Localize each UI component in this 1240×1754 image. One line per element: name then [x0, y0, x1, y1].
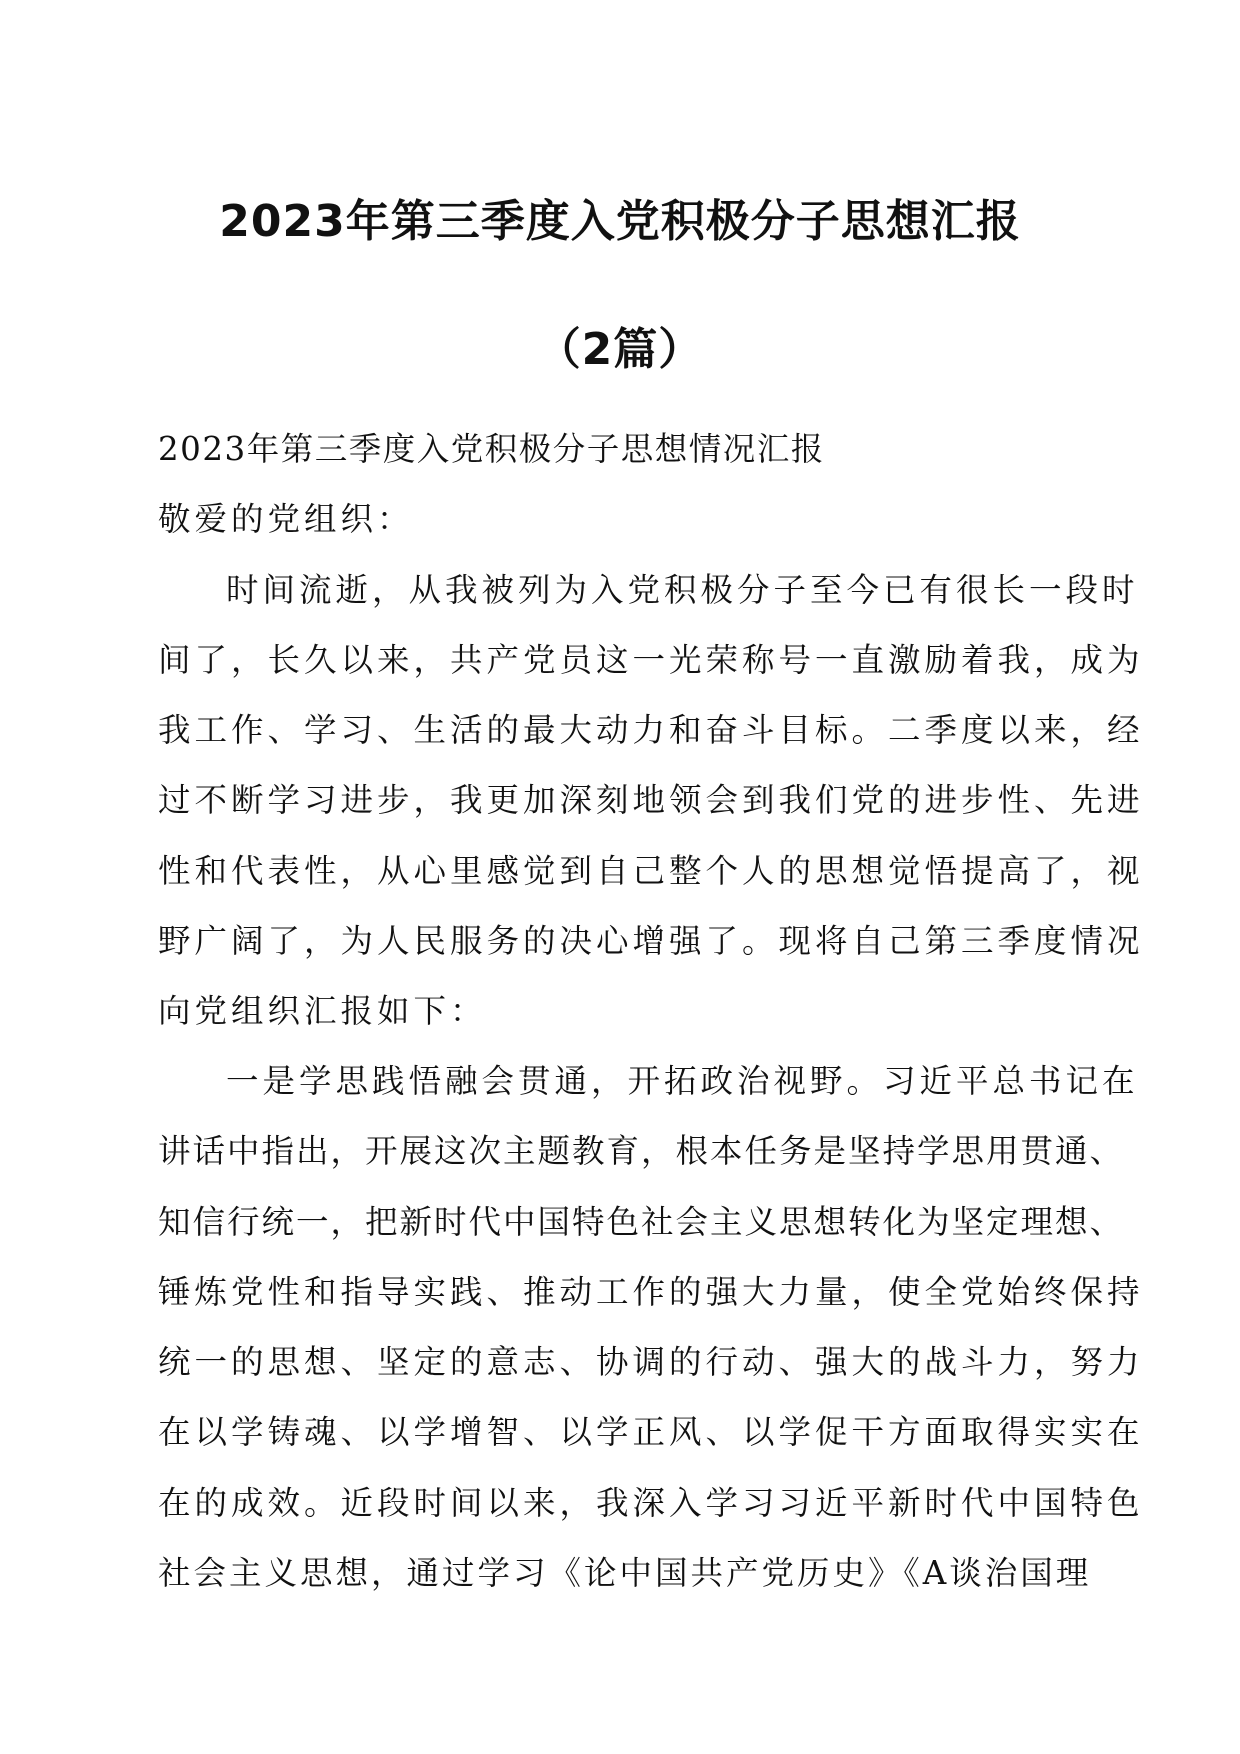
paragraph-line: 锤炼党性和指导实践、推动工作的强大力量，使全党始终保持	[158, 1273, 1144, 1311]
paragraph-line: 我工作、学习、生活的最大动力和奋斗目标。二季度以来，经	[158, 711, 1144, 749]
salutation: 敬爱的党组织：	[158, 500, 414, 538]
paragraph-line: 间了，长久以来，共产党员这一光荣称号一直激励着我，成为	[158, 641, 1144, 679]
paragraph-line: 社会主义思想，通过学习《论中国共产党历史》《A谈治国理	[158, 1554, 1092, 1592]
section-heading: 2023年第三季度入党积极分子思想情况汇报	[158, 430, 825, 468]
paragraph-line: 向党组织汇报如下：	[158, 992, 487, 1030]
paragraph-line: 一是学思践悟融会贯通，开拓政治视野。习近平总书记在	[226, 1062, 1139, 1100]
document-subtitle: （2篇）	[536, 324, 704, 375]
paragraph-line: 过不断学习进步，我更加深刻地领会到我们党的进步性、先进	[158, 781, 1144, 819]
paragraph-line: 统一的思想、坚定的意志、协调的行动、强大的战斗力，努力	[158, 1343, 1144, 1381]
paragraph-line: 知信行统一，把新时代中国特色社会主义思想转化为坚定理想、	[158, 1203, 1125, 1241]
paragraph-line: 时间流逝，从我被列为入党积极分子至今已有很长一段时	[226, 571, 1139, 609]
paragraph-line: 在以学铸魂、以学增智、以学正风、以学促干方面取得实实在	[158, 1413, 1144, 1451]
paragraph-line: 性和代表性，从心里感觉到自己整个人的思想觉悟提高了，视	[158, 852, 1144, 890]
document-title: 2023年第三季度入党积极分子思想汇报	[219, 196, 1021, 247]
paragraph-line: 讲话中指出，开展这次主题教育，根本任务是坚持学思用贯通、	[158, 1132, 1125, 1170]
paragraph-line: 在的成效。近段时间以来，我深入学习习近平新时代中国特色	[158, 1484, 1144, 1522]
paragraph-line: 野广阔了，为人民服务的决心增强了。现将自己第三季度情况	[158, 922, 1144, 960]
